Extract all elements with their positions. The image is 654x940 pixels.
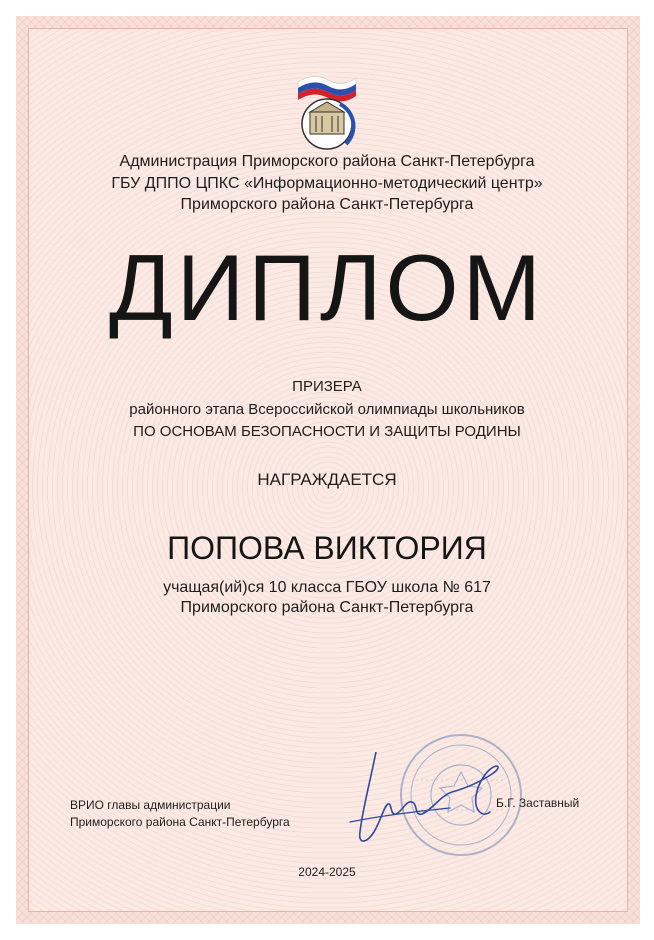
subtitle-line-1: ПРИЗЕРА xyxy=(292,378,362,395)
issuer-line-2: ГБУ ДППО ЦПКС «Информационно-методический центр» xyxy=(111,175,543,192)
subtitle-line-2: районного этапа Всероссийской олимпиады школьников xyxy=(129,401,525,418)
signatory-position-line-1: ВРИО главы администрации xyxy=(70,798,231,812)
issuer-line-3: Приморского района Санкт-Петербурга xyxy=(180,196,474,213)
signatory-name: Б.Г. Заставный xyxy=(496,796,580,810)
issuer-line-1: Администрация Приморского района Санкт-Петербурга xyxy=(119,153,535,170)
signatory-position-line-2: Приморского района Санкт-Петербурга xyxy=(70,815,290,829)
recipient-school-line-1: учащая(ий)ся 10 класса ГБОУ школа № 617 xyxy=(163,579,491,596)
recipient-school-line-2: Приморского района Санкт-Петербурга xyxy=(180,599,474,616)
diploma-title: ДИПЛОМ xyxy=(109,235,545,340)
award-label: НАГРАЖДАЕТСЯ xyxy=(257,470,397,489)
recipient-name: ПОПОВА ВИКТОРИЯ xyxy=(167,530,487,566)
academic-year: 2024-2025 xyxy=(298,865,356,879)
subtitle-line-3: ПО ОСНОВАМ БЕЗОПАСНОСТИ И ЗАЩИТЫ РОДИНЫ xyxy=(133,423,521,440)
